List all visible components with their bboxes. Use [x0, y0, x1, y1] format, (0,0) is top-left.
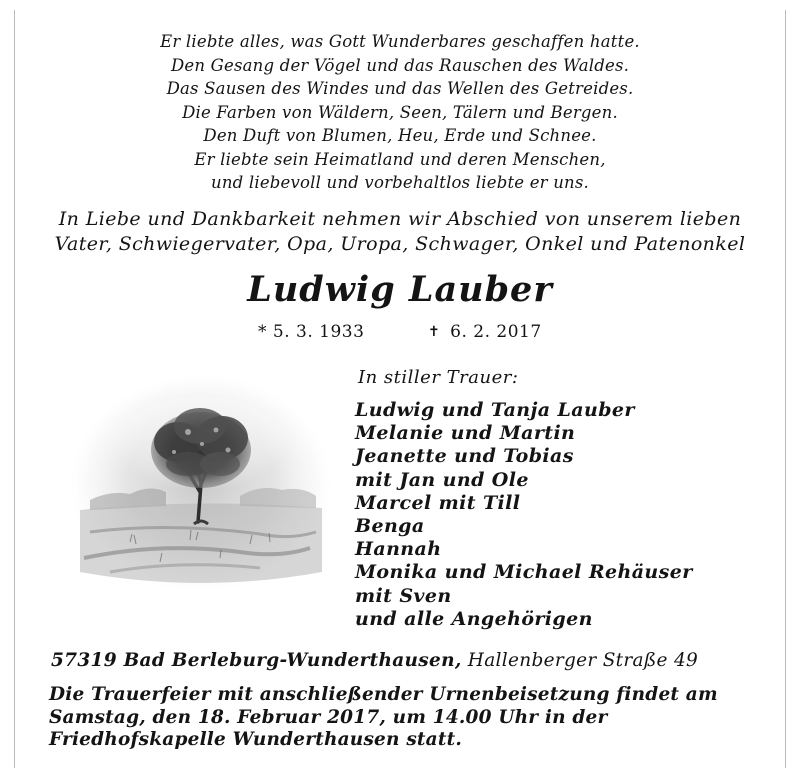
service-line: Samstag, den 18. Februar 2017, um 14.00 Uhr in der: [49, 706, 608, 728]
death-date-value: 6. 2. 2017: [450, 322, 542, 342]
tree-landscape-illustration: [70, 372, 332, 594]
birth-star-icon: *: [258, 322, 267, 342]
mourner-name: Monika und Michael Rehäuser: [355, 561, 693, 584]
mourner-name: Melanie und Martin: [355, 422, 576, 445]
address-street: Hallenberger Straße 49: [467, 650, 699, 671]
mourner-name: Benga: [355, 515, 425, 538]
address: [51, 648, 698, 674]
intro-line: Vater, Schwiegervater, Opa, Uropa, Schwager, Onkel und Patenonkel: [54, 233, 746, 255]
poem-line: Den Duft von Blumen, Heu, Erde und Schnee.: [203, 126, 597, 145]
mourner-name: und alle Angehörigen: [355, 607, 593, 630]
mourning-heading: In stiller Trauer:: [358, 367, 519, 388]
poem-line: Das Sausen des Windes und das Wellen des Getreides.: [166, 79, 634, 98]
poem-line: Die Farben von Wäldern, Seen, Tälern und Bergen.: [182, 102, 618, 122]
mourner-name: mit Sven: [355, 584, 452, 607]
mourner-name: Jeanette und Tobias: [355, 445, 574, 468]
service-line: Die Trauerfeier mit anschließender Urnenbeisetzung findet am: [49, 684, 718, 705]
mourner-name: Marcel mit Till: [355, 491, 521, 514]
address-city: 57319 Bad Berleburg-Wunderthausen,: [51, 650, 462, 671]
mourner-name: Hannah: [355, 538, 442, 561]
birth-date: [258, 320, 364, 344]
poem-line: Er liebte sein Heimatland und deren Menschen,: [194, 149, 606, 169]
farewell-intro: [0, 207, 800, 257]
funeral-service-info: [49, 684, 718, 752]
mourner-name: mit Jan und Ole: [355, 468, 529, 491]
intro-line: In Liebe und Dankbarkeit nehmen wir Abschied von unserem lieben: [58, 208, 742, 230]
deceased-name: Ludwig Lauber: [247, 269, 553, 310]
cross-icon: ✝: [428, 324, 441, 340]
poem-line: und liebevoll und vorbehaltlos liebte er uns.: [211, 173, 589, 192]
mourners-list: [355, 399, 693, 631]
poem: [0, 30, 800, 195]
poem-line: Den Gesang der Vögel und das Rauschen des Waldes.: [170, 55, 630, 75]
mourner-name: Ludwig und Tanja Lauber: [355, 399, 635, 421]
poem-line: Er liebte alles, was Gott Wunderbares geschaffen hatte.: [160, 32, 640, 51]
birth-date-value: 5. 3. 1933: [272, 322, 365, 342]
death-date: [428, 320, 542, 344]
service-line: Friedhofskapelle Wunderthausen statt.: [49, 729, 462, 750]
